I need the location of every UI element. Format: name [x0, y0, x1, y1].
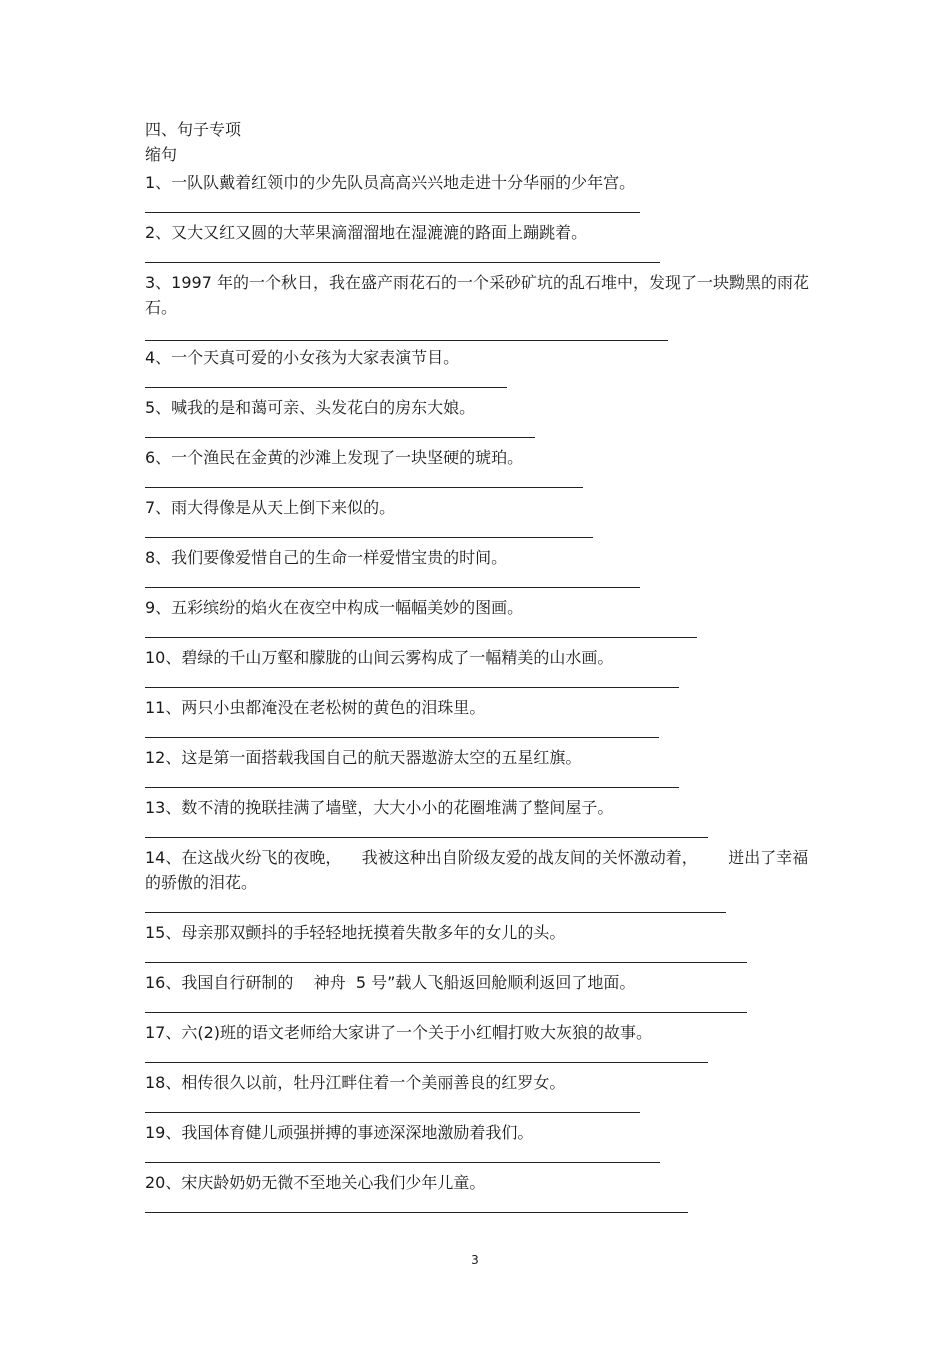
answer-line[interactable]: [145, 212, 640, 213]
question-item: [145, 220, 815, 245]
answer-line[interactable]: [145, 687, 679, 688]
question-text: 14、在这战火纷飞的夜晚， 我被这种出自阶级友爱的战友间的关怀激动着， 迸出了幸福的骄傲的泪花。: [145, 848, 809, 892]
answer-line[interactable]: [145, 537, 593, 538]
answer-line[interactable]: [145, 1212, 688, 1213]
question-item: [145, 445, 815, 470]
question-item: [145, 695, 815, 720]
question-item: [145, 170, 815, 195]
question-text: 3、1997 年的一个秋日，我在盛产雨花石的一个采砂矿坑的乱石堆中，发现了一块黝黑的雨花石。: [145, 273, 809, 317]
question-item: [145, 1170, 815, 1195]
answer-line[interactable]: [145, 1062, 708, 1063]
answer-line[interactable]: [145, 637, 697, 638]
question-text: 12、这是第一面搭载我国自己的航天器遨游太空的五星红旗。: [145, 748, 582, 767]
answer-line[interactable]: [145, 340, 668, 341]
question-item: [145, 745, 815, 770]
question-item: [145, 545, 815, 570]
question-text: 19、我国体育健儿顽强拼搏的事迹深深地激励着我们。: [145, 1123, 534, 1142]
answer-line[interactable]: [145, 487, 583, 488]
answer-line[interactable]: [145, 1012, 747, 1013]
answer-line[interactable]: [145, 587, 640, 588]
question-item: [145, 595, 815, 620]
question-item: [145, 345, 815, 370]
answer-line[interactable]: [145, 837, 708, 838]
question-item: [145, 645, 815, 670]
answer-line[interactable]: [145, 1112, 640, 1113]
question-item: [145, 1020, 815, 1045]
question-text: 7、雨大得像是从天上倒下来似的。: [145, 498, 396, 517]
question-text: 13、数不清的挽联挂满了墙壁，大大小小的花圈堆满了整间屋子。: [145, 798, 614, 817]
answer-line[interactable]: [145, 787, 679, 788]
question-item: [145, 1120, 815, 1145]
question-text: 20、宋庆龄奶奶无微不至地关心我们少年儿童。: [145, 1173, 486, 1192]
question-text: 2、又大又红又圆的大苹果滴溜溜地在湿漉漉的路面上蹦跳着。: [145, 223, 588, 242]
answer-line[interactable]: [145, 912, 726, 913]
question-text: 8、我们要像爱惜自己的生命一样爱惜宝贵的时间。: [145, 548, 508, 567]
question-text: 18、相传很久以前，牡丹江畔住着一个美丽善良的红罗女。: [145, 1073, 566, 1092]
question-item: [145, 270, 815, 320]
question-text: 11、两只小虫都淹没在老松树的黄色的泪珠里。: [145, 698, 486, 717]
exercise-subtitle: 缩句: [145, 145, 178, 164]
answer-line[interactable]: [145, 387, 507, 388]
question-item: [145, 845, 815, 895]
question-text: 5、喊我的是和蔼可亲、头发花白的房东大娘。: [145, 398, 476, 417]
answer-line[interactable]: [145, 262, 660, 263]
answer-line[interactable]: [145, 962, 747, 963]
page-number: 3: [471, 1253, 479, 1267]
question-text: 6、一个渔民在金黄的沙滩上发现了一块坚硬的琥珀。: [145, 448, 524, 467]
question-text: 9、五彩缤纷的焰火在夜空中构成一幅幅美妙的图画。: [145, 598, 524, 617]
answer-line[interactable]: [145, 1162, 660, 1163]
question-item: [145, 495, 815, 520]
question-item: [145, 970, 815, 995]
question-text: 15、母亲那双颤抖的手轻轻地抚摸着失散多年的女儿的头。: [145, 923, 566, 942]
question-item: [145, 395, 815, 420]
question-item: [145, 1070, 815, 1095]
question-text: 10、碧绿的千山万壑和朦胧的山间云雾构成了一幅精美的山水画。: [145, 648, 614, 667]
answer-line[interactable]: [145, 737, 659, 738]
question-text: 4、一个天真可爱的小女孩为大家表演节目。: [145, 348, 460, 367]
question-text: 17、六(2)班的语文老师给大家讲了一个关于小红帽打败大灰狼的故事。: [145, 1023, 653, 1042]
section-title: 四、句子专项: [145, 120, 242, 139]
question-item: [145, 795, 815, 820]
question-text: 1、一队队戴着红领巾的少先队员高高兴兴地走进十分华丽的少年宫。: [145, 173, 636, 192]
answer-line[interactable]: [145, 437, 535, 438]
question-item: [145, 920, 815, 945]
question-text: 16、我国自行研制的 神舟 5 号”载人飞船返回舱顺利返回了地面。: [145, 973, 636, 992]
